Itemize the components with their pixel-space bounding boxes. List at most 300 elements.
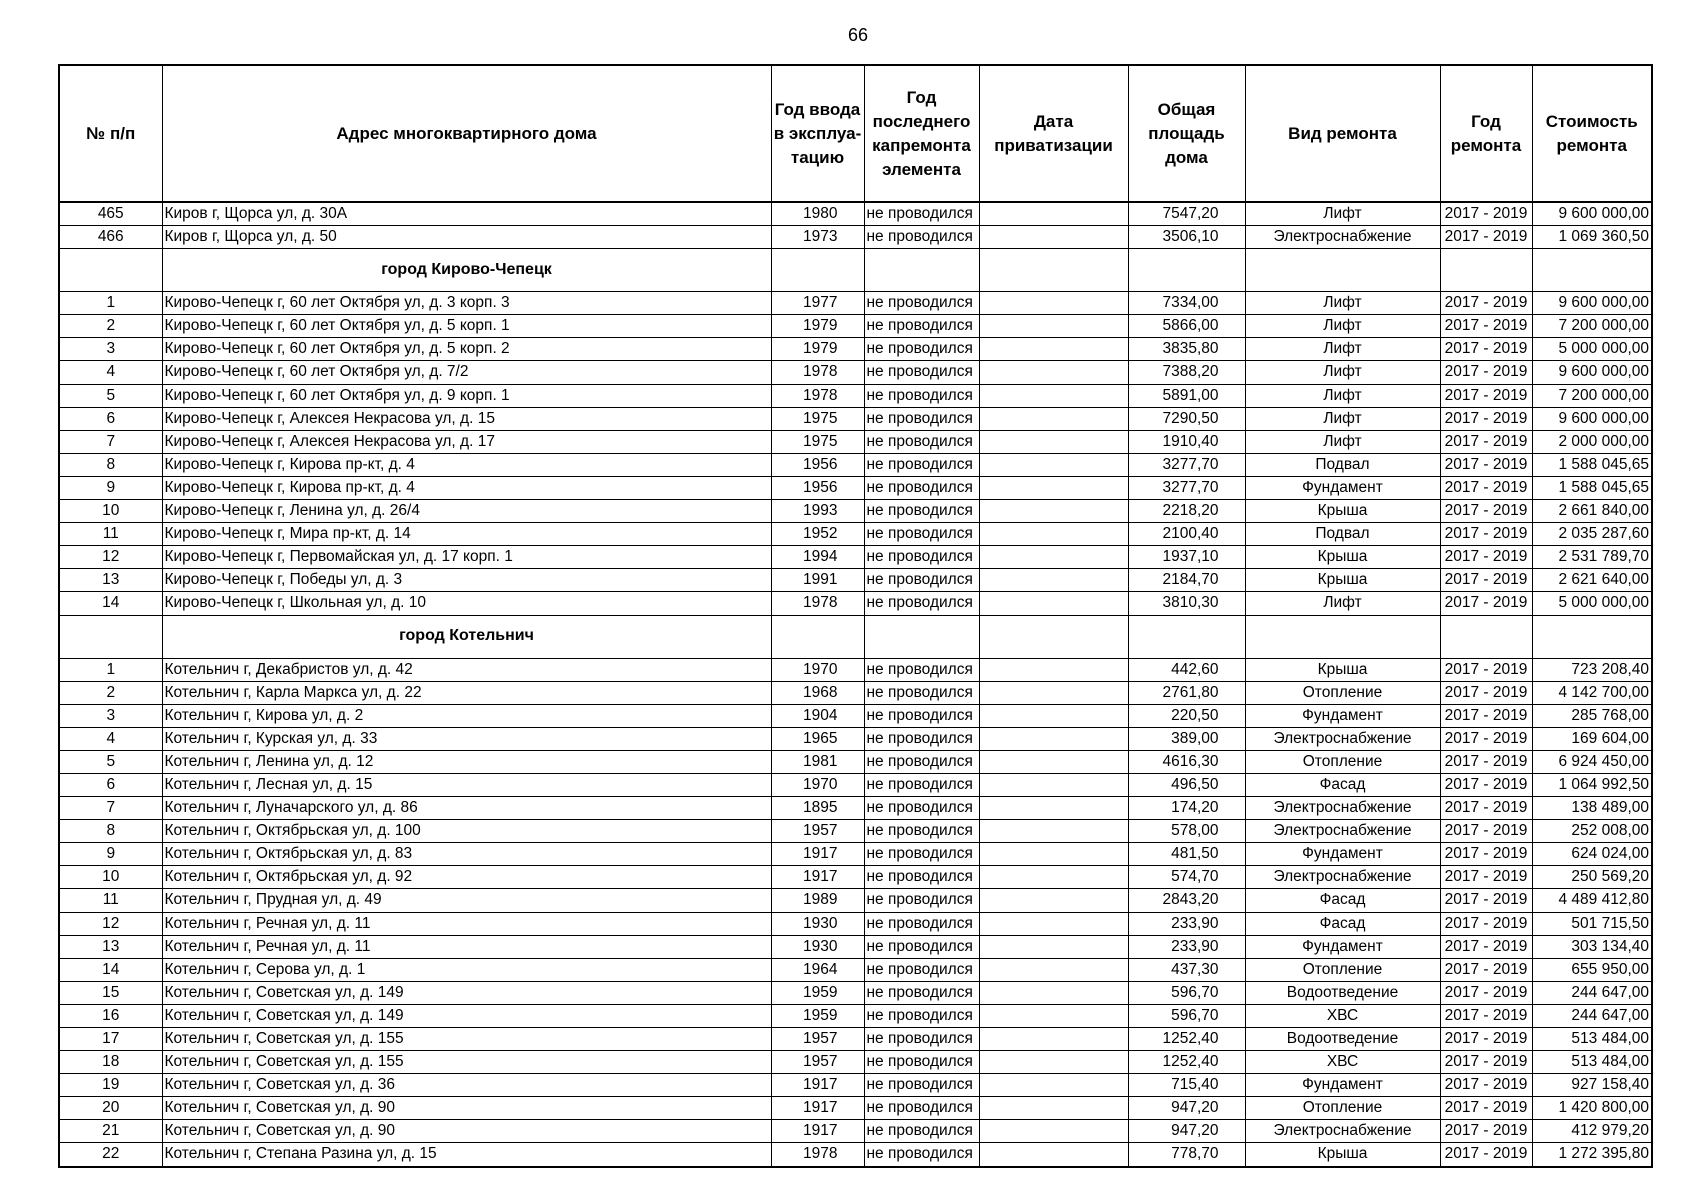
row-repair-type: Фасад (1245, 773, 1440, 796)
row-address: Котельнич г, Карла Маркса ул, д. 22 (162, 681, 771, 704)
row-commission-year: 1989 (771, 889, 864, 912)
row-repair-type: Фасад (1245, 912, 1440, 935)
row-last-repair: не проводился (864, 750, 979, 773)
row-repair-cost: 1 272 395,80 (1532, 1143, 1652, 1167)
row-privatization-date (979, 202, 1128, 226)
table-row (59, 1143, 1652, 1167)
row-repair-cost: 5 000 000,00 (1532, 592, 1652, 615)
row-privatization-date (979, 384, 1128, 407)
row-repair-type: ХВС (1245, 1004, 1440, 1027)
row-last-repair: не проводился (864, 727, 979, 750)
row-repair-year: 2017 - 2019 (1440, 226, 1532, 249)
row-repair-cost: 285 768,00 (1532, 704, 1652, 727)
row-last-repair: не проводился (864, 843, 979, 866)
table-row (59, 658, 1652, 681)
row-last-repair: не проводился (864, 820, 979, 843)
table-row (59, 430, 1652, 453)
row-repair-year: 2017 - 2019 (1440, 453, 1532, 476)
row-commission-year: 1991 (771, 569, 864, 592)
row-last-repair: не проводился (864, 384, 979, 407)
row-address: Котельнич г, Октябрьская ул, д. 92 (162, 866, 771, 889)
row-repair-year: 2017 - 2019 (1440, 820, 1532, 843)
row-commission-year: 1979 (771, 315, 864, 338)
row-repair-cost: 1 064 992,50 (1532, 773, 1652, 796)
row-repair-year: 2017 - 2019 (1440, 958, 1532, 981)
row-repair-type: Лифт (1245, 315, 1440, 338)
row-privatization-date (979, 569, 1128, 592)
row-repair-cost: 2 621 640,00 (1532, 569, 1652, 592)
row-total-area: 2218,20 (1128, 500, 1245, 523)
row-last-repair: не проводился (864, 681, 979, 704)
row-repair-year: 2017 - 2019 (1440, 523, 1532, 546)
row-num: 4 (59, 727, 162, 750)
row-num: 17 (59, 1028, 162, 1051)
section-empty-cell (979, 615, 1128, 658)
row-privatization-date (979, 315, 1128, 338)
row-address: Кирово-Чепецк г, Ленина ул, д. 26/4 (162, 500, 771, 523)
row-address: Кирово-Чепецк г, Школьная ул, д. 10 (162, 592, 771, 615)
section-empty-cell (979, 249, 1128, 292)
row-commission-year: 1959 (771, 1004, 864, 1027)
row-repair-type: Лифт (1245, 384, 1440, 407)
row-total-area: 220,50 (1128, 704, 1245, 727)
row-num: 15 (59, 981, 162, 1004)
table-row (59, 820, 1652, 843)
row-repair-type: Крыша (1245, 1143, 1440, 1167)
row-repair-year: 2017 - 2019 (1440, 1097, 1532, 1120)
section-header-row (59, 249, 1652, 292)
row-commission-year: 1978 (771, 1143, 864, 1167)
row-repair-cost: 655 950,00 (1532, 958, 1652, 981)
row-address: Котельнич г, Советская ул, д. 90 (162, 1097, 771, 1120)
row-privatization-date (979, 889, 1128, 912)
table-row (59, 866, 1652, 889)
row-total-area: 5866,00 (1128, 315, 1245, 338)
row-privatization-date (979, 430, 1128, 453)
row-repair-type: Отопление (1245, 958, 1440, 981)
row-address: Кирово-Чепецк г, Кирова пр-кт, д. 4 (162, 453, 771, 476)
table-row (59, 384, 1652, 407)
header-address: Адрес многоквартирного дома (162, 65, 771, 202)
row-repair-cost: 4 489 412,80 (1532, 889, 1652, 912)
row-repair-type: Фундамент (1245, 476, 1440, 499)
row-repair-year: 2017 - 2019 (1440, 1120, 1532, 1143)
row-repair-type: Подвал (1245, 453, 1440, 476)
header-last-repair: Год последнего капремонта элемента (864, 65, 979, 202)
row-repair-type: Электроснабжение (1245, 226, 1440, 249)
row-repair-cost: 1 069 360,50 (1532, 226, 1652, 249)
row-repair-cost: 927 158,40 (1532, 1074, 1652, 1097)
table-row (59, 546, 1652, 569)
row-num: 8 (59, 820, 162, 843)
row-num: 18 (59, 1051, 162, 1074)
row-repair-type: Лифт (1245, 592, 1440, 615)
page-number: 66 (847, 25, 869, 45)
row-num: 19 (59, 1074, 162, 1097)
row-address: Кирово-Чепецк г, Победы ул, д. 3 (162, 569, 771, 592)
row-address: Котельнич г, Серова ул, д. 1 (162, 958, 771, 981)
row-total-area: 3835,80 (1128, 338, 1245, 361)
row-repair-type: Отопление (1245, 681, 1440, 704)
row-repair-year: 2017 - 2019 (1440, 889, 1532, 912)
section-empty-cell (1440, 615, 1532, 658)
row-privatization-date (979, 453, 1128, 476)
row-last-repair: не проводился (864, 1028, 979, 1051)
row-num: 10 (59, 866, 162, 889)
row-commission-year: 1957 (771, 820, 864, 843)
row-repair-cost: 2 531 789,70 (1532, 546, 1652, 569)
section-empty-cell (1128, 615, 1245, 658)
section-empty-cell (59, 615, 162, 658)
row-total-area: 174,20 (1128, 797, 1245, 820)
row-commission-year: 1930 (771, 935, 864, 958)
row-last-repair: не проводился (864, 866, 979, 889)
row-privatization-date (979, 1074, 1128, 1097)
row-repair-year: 2017 - 2019 (1440, 202, 1532, 226)
row-total-area: 1252,40 (1128, 1028, 1245, 1051)
row-address: Кирово-Чепецк г, Мира пр-кт, д. 14 (162, 523, 771, 546)
row-num: 465 (59, 202, 162, 226)
row-num: 10 (59, 500, 162, 523)
row-commission-year: 1959 (771, 981, 864, 1004)
row-repair-cost: 244 647,00 (1532, 981, 1652, 1004)
row-repair-year: 2017 - 2019 (1440, 1004, 1532, 1027)
row-address: Кирово-Чепецк г, 60 лет Октября ул, д. 9 корп. 1 (162, 384, 771, 407)
row-address: Кирово-Чепецк г, 60 лет Октября ул, д. 3 корп. 3 (162, 292, 771, 315)
row-last-repair: не проводился (864, 546, 979, 569)
row-num: 4 (59, 361, 162, 384)
row-address: Кирово-Чепецк г, 60 лет Октября ул, д. 7/2 (162, 361, 771, 384)
row-address: Киров г, Щорса ул, д. 30А (162, 202, 771, 226)
row-repair-type: Лифт (1245, 361, 1440, 384)
row-num: 6 (59, 407, 162, 430)
section-empty-cell (1128, 249, 1245, 292)
table-row (59, 935, 1652, 958)
row-commission-year: 1917 (771, 866, 864, 889)
row-repair-cost: 2 000 000,00 (1532, 430, 1652, 453)
row-last-repair: не проводился (864, 1074, 979, 1097)
row-repair-type: Электроснабжение (1245, 866, 1440, 889)
row-repair-type: Лифт (1245, 292, 1440, 315)
row-num: 5 (59, 384, 162, 407)
row-repair-type: Лифт (1245, 202, 1440, 226)
row-last-repair: не проводился (864, 704, 979, 727)
table-row (59, 727, 1652, 750)
row-repair-year: 2017 - 2019 (1440, 384, 1532, 407)
row-num: 2 (59, 681, 162, 704)
section-title: город Котельнич (162, 615, 771, 658)
row-total-area: 2843,20 (1128, 889, 1245, 912)
row-num: 1 (59, 292, 162, 315)
table-row (59, 1074, 1652, 1097)
row-address: Котельнич г, Степана Разина ул, д. 15 (162, 1143, 771, 1167)
row-repair-year: 2017 - 2019 (1440, 843, 1532, 866)
row-privatization-date (979, 226, 1128, 249)
table-row (59, 226, 1652, 249)
table-row (59, 361, 1652, 384)
section-empty-cell (771, 615, 864, 658)
section-empty-cell (1245, 615, 1440, 658)
row-address: Котельнич г, Советская ул, д. 90 (162, 1120, 771, 1143)
row-repair-type: Фасад (1245, 889, 1440, 912)
row-repair-type: Крыша (1245, 546, 1440, 569)
row-commission-year: 1970 (771, 773, 864, 796)
row-num: 8 (59, 453, 162, 476)
row-total-area: 7290,50 (1128, 407, 1245, 430)
row-repair-cost: 501 715,50 (1532, 912, 1652, 935)
row-commission-year: 1980 (771, 202, 864, 226)
section-empty-cell (59, 249, 162, 292)
row-last-repair: не проводился (864, 338, 979, 361)
table-row (59, 704, 1652, 727)
row-commission-year: 1952 (771, 523, 864, 546)
row-address: Кирово-Чепецк г, 60 лет Октября ул, д. 5 корп. 2 (162, 338, 771, 361)
row-commission-year: 1965 (771, 727, 864, 750)
row-total-area: 3277,70 (1128, 476, 1245, 499)
row-repair-cost: 9 600 000,00 (1532, 407, 1652, 430)
row-last-repair: не проводился (864, 797, 979, 820)
section-empty-cell (1532, 615, 1652, 658)
header-repair-year: Год ремонта (1440, 65, 1532, 202)
row-total-area: 947,20 (1128, 1120, 1245, 1143)
row-address: Котельнич г, Прудная ул, д. 49 (162, 889, 771, 912)
row-total-area: 496,50 (1128, 773, 1245, 796)
row-commission-year: 1917 (771, 1097, 864, 1120)
row-num: 3 (59, 338, 162, 361)
row-privatization-date (979, 981, 1128, 1004)
row-last-repair: не проводился (864, 407, 979, 430)
row-total-area: 2184,70 (1128, 569, 1245, 592)
row-commission-year: 1917 (771, 843, 864, 866)
row-repair-cost: 6 924 450,00 (1532, 750, 1652, 773)
row-commission-year: 1956 (771, 453, 864, 476)
row-num: 14 (59, 958, 162, 981)
row-privatization-date (979, 681, 1128, 704)
row-last-repair: не проводился (864, 476, 979, 499)
row-repair-cost: 2 035 287,60 (1532, 523, 1652, 546)
row-privatization-date (979, 727, 1128, 750)
row-commission-year: 1975 (771, 407, 864, 430)
row-commission-year: 1978 (771, 361, 864, 384)
section-title: город Кирово-Чепецк (162, 249, 771, 292)
row-last-repair: не проводился (864, 1143, 979, 1167)
row-last-repair: не проводился (864, 1120, 979, 1143)
row-privatization-date (979, 292, 1128, 315)
row-commission-year: 1957 (771, 1028, 864, 1051)
row-repair-year: 2017 - 2019 (1440, 797, 1532, 820)
row-repair-type: Лифт (1245, 407, 1440, 430)
row-total-area: 3810,30 (1128, 592, 1245, 615)
row-num: 5 (59, 750, 162, 773)
row-num: 7 (59, 797, 162, 820)
row-repair-year: 2017 - 2019 (1440, 981, 1532, 1004)
row-total-area: 3506,10 (1128, 226, 1245, 249)
row-repair-cost: 9 600 000,00 (1532, 292, 1652, 315)
row-last-repair: не проводился (864, 981, 979, 1004)
row-privatization-date (979, 476, 1128, 499)
table-row (59, 569, 1652, 592)
row-last-repair: не проводился (864, 1097, 979, 1120)
row-commission-year: 1973 (771, 226, 864, 249)
row-repair-cost: 7 200 000,00 (1532, 315, 1652, 338)
row-address: Кирово-Чепецк г, 60 лет Октября ул, д. 5 корп. 1 (162, 315, 771, 338)
row-repair-cost: 5 000 000,00 (1532, 338, 1652, 361)
row-repair-cost: 412 979,20 (1532, 1120, 1652, 1143)
row-last-repair: не проводился (864, 202, 979, 226)
table-row (59, 1004, 1652, 1027)
row-repair-type: Электроснабжение (1245, 727, 1440, 750)
row-privatization-date (979, 407, 1128, 430)
row-repair-year: 2017 - 2019 (1440, 773, 1532, 796)
table-row (59, 500, 1652, 523)
row-num: 3 (59, 704, 162, 727)
row-privatization-date (979, 1028, 1128, 1051)
row-address: Котельнич г, Советская ул, д. 149 (162, 981, 771, 1004)
row-repair-year: 2017 - 2019 (1440, 338, 1532, 361)
row-privatization-date (979, 523, 1128, 546)
row-total-area: 7388,20 (1128, 361, 1245, 384)
row-total-area: 233,90 (1128, 912, 1245, 935)
row-address: Котельнич г, Советская ул, д. 155 (162, 1028, 771, 1051)
row-privatization-date (979, 866, 1128, 889)
row-privatization-date (979, 592, 1128, 615)
row-privatization-date (979, 912, 1128, 935)
row-repair-type: Крыша (1245, 658, 1440, 681)
row-last-repair: не проводился (864, 453, 979, 476)
row-commission-year: 1956 (771, 476, 864, 499)
row-commission-year: 1917 (771, 1074, 864, 1097)
row-address: Котельнич г, Лесная ул, д. 15 (162, 773, 771, 796)
row-repair-year: 2017 - 2019 (1440, 361, 1532, 384)
table-row (59, 843, 1652, 866)
row-total-area: 442,60 (1128, 658, 1245, 681)
row-total-area: 3277,70 (1128, 453, 1245, 476)
row-address: Киров г, Щорса ул, д. 50 (162, 226, 771, 249)
row-num: 6 (59, 773, 162, 796)
row-address: Котельнич г, Советская ул, д. 36 (162, 1074, 771, 1097)
row-total-area: 778,70 (1128, 1143, 1245, 1167)
row-num: 12 (59, 912, 162, 935)
row-repair-type: Отопление (1245, 1097, 1440, 1120)
row-num: 2 (59, 315, 162, 338)
section-empty-cell (1245, 249, 1440, 292)
row-num: 12 (59, 546, 162, 569)
row-commission-year: 1957 (771, 1051, 864, 1074)
row-privatization-date (979, 820, 1128, 843)
row-num: 1 (59, 658, 162, 681)
row-num: 20 (59, 1097, 162, 1120)
row-repair-type: Крыша (1245, 500, 1440, 523)
row-repair-cost: 7 200 000,00 (1532, 384, 1652, 407)
row-address: Кирово-Чепецк г, Алексея Некрасова ул, д. 17 (162, 430, 771, 453)
row-repair-cost: 244 647,00 (1532, 1004, 1652, 1027)
row-repair-cost: 624 024,00 (1532, 843, 1652, 866)
row-total-area: 715,40 (1128, 1074, 1245, 1097)
row-address: Котельнич г, Луначарского ул, д. 86 (162, 797, 771, 820)
row-total-area: 574,70 (1128, 866, 1245, 889)
row-address: Кирово-Чепецк г, Кирова пр-кт, д. 4 (162, 476, 771, 499)
row-total-area: 1252,40 (1128, 1051, 1245, 1074)
row-address: Котельнич г, Ленина ул, д. 12 (162, 750, 771, 773)
header-row (59, 65, 1652, 202)
row-total-area: 389,00 (1128, 727, 1245, 750)
row-address: Котельнич г, Советская ул, д. 149 (162, 1004, 771, 1027)
row-address: Котельнич г, Декабристов ул, д. 42 (162, 658, 771, 681)
row-commission-year: 1977 (771, 292, 864, 315)
row-repair-cost: 9 600 000,00 (1532, 202, 1652, 226)
row-privatization-date (979, 797, 1128, 820)
row-commission-year: 1978 (771, 592, 864, 615)
row-repair-type: Фундамент (1245, 935, 1440, 958)
table-row (59, 523, 1652, 546)
row-privatization-date (979, 704, 1128, 727)
row-privatization-date (979, 338, 1128, 361)
row-repair-year: 2017 - 2019 (1440, 407, 1532, 430)
row-num: 466 (59, 226, 162, 249)
row-num: 9 (59, 476, 162, 499)
table-row (59, 681, 1652, 704)
row-num: 11 (59, 889, 162, 912)
row-repair-year: 2017 - 2019 (1440, 430, 1532, 453)
row-commission-year: 1994 (771, 546, 864, 569)
row-repair-year: 2017 - 2019 (1440, 315, 1532, 338)
row-total-area: 2100,40 (1128, 523, 1245, 546)
table-row (59, 889, 1652, 912)
row-commission-year: 1964 (771, 958, 864, 981)
row-privatization-date (979, 1051, 1128, 1074)
row-commission-year: 1930 (771, 912, 864, 935)
table-row (59, 1097, 1652, 1120)
row-num: 13 (59, 569, 162, 592)
row-last-repair: не проводился (864, 658, 979, 681)
row-total-area: 1910,40 (1128, 430, 1245, 453)
row-repair-cost: 4 142 700,00 (1532, 681, 1652, 704)
table-row (59, 407, 1652, 430)
table-row (59, 981, 1652, 1004)
row-commission-year: 1917 (771, 1120, 864, 1143)
row-address: Котельнич г, Октябрьская ул, д. 100 (162, 820, 771, 843)
table-row (59, 958, 1652, 981)
table-row (59, 1051, 1652, 1074)
row-last-repair: не проводился (864, 889, 979, 912)
table-body (59, 202, 1652, 1167)
row-repair-cost: 9 600 000,00 (1532, 361, 1652, 384)
row-repair-cost: 2 661 840,00 (1532, 500, 1652, 523)
row-repair-type: Лифт (1245, 430, 1440, 453)
row-commission-year: 1970 (771, 658, 864, 681)
row-commission-year: 1968 (771, 681, 864, 704)
row-last-repair: не проводился (864, 569, 979, 592)
row-repair-type: Крыша (1245, 569, 1440, 592)
row-num: 22 (59, 1143, 162, 1167)
row-num: 21 (59, 1120, 162, 1143)
row-repair-type: Водоотведение (1245, 1028, 1440, 1051)
row-commission-year: 1978 (771, 384, 864, 407)
row-total-area: 481,50 (1128, 843, 1245, 866)
row-privatization-date (979, 546, 1128, 569)
row-repair-type: Фундамент (1245, 843, 1440, 866)
row-total-area: 578,00 (1128, 820, 1245, 843)
row-num: 14 (59, 592, 162, 615)
row-repair-cost: 1 420 800,00 (1532, 1097, 1652, 1120)
row-total-area: 947,20 (1128, 1097, 1245, 1120)
row-address: Котельнич г, Курская ул, д. 33 (162, 727, 771, 750)
row-last-repair: не проводился (864, 1004, 979, 1027)
header-repair-cost: Стоимость ремонта (1532, 65, 1652, 202)
row-num: 7 (59, 430, 162, 453)
section-empty-cell (1440, 249, 1532, 292)
row-repair-type: Фундамент (1245, 704, 1440, 727)
